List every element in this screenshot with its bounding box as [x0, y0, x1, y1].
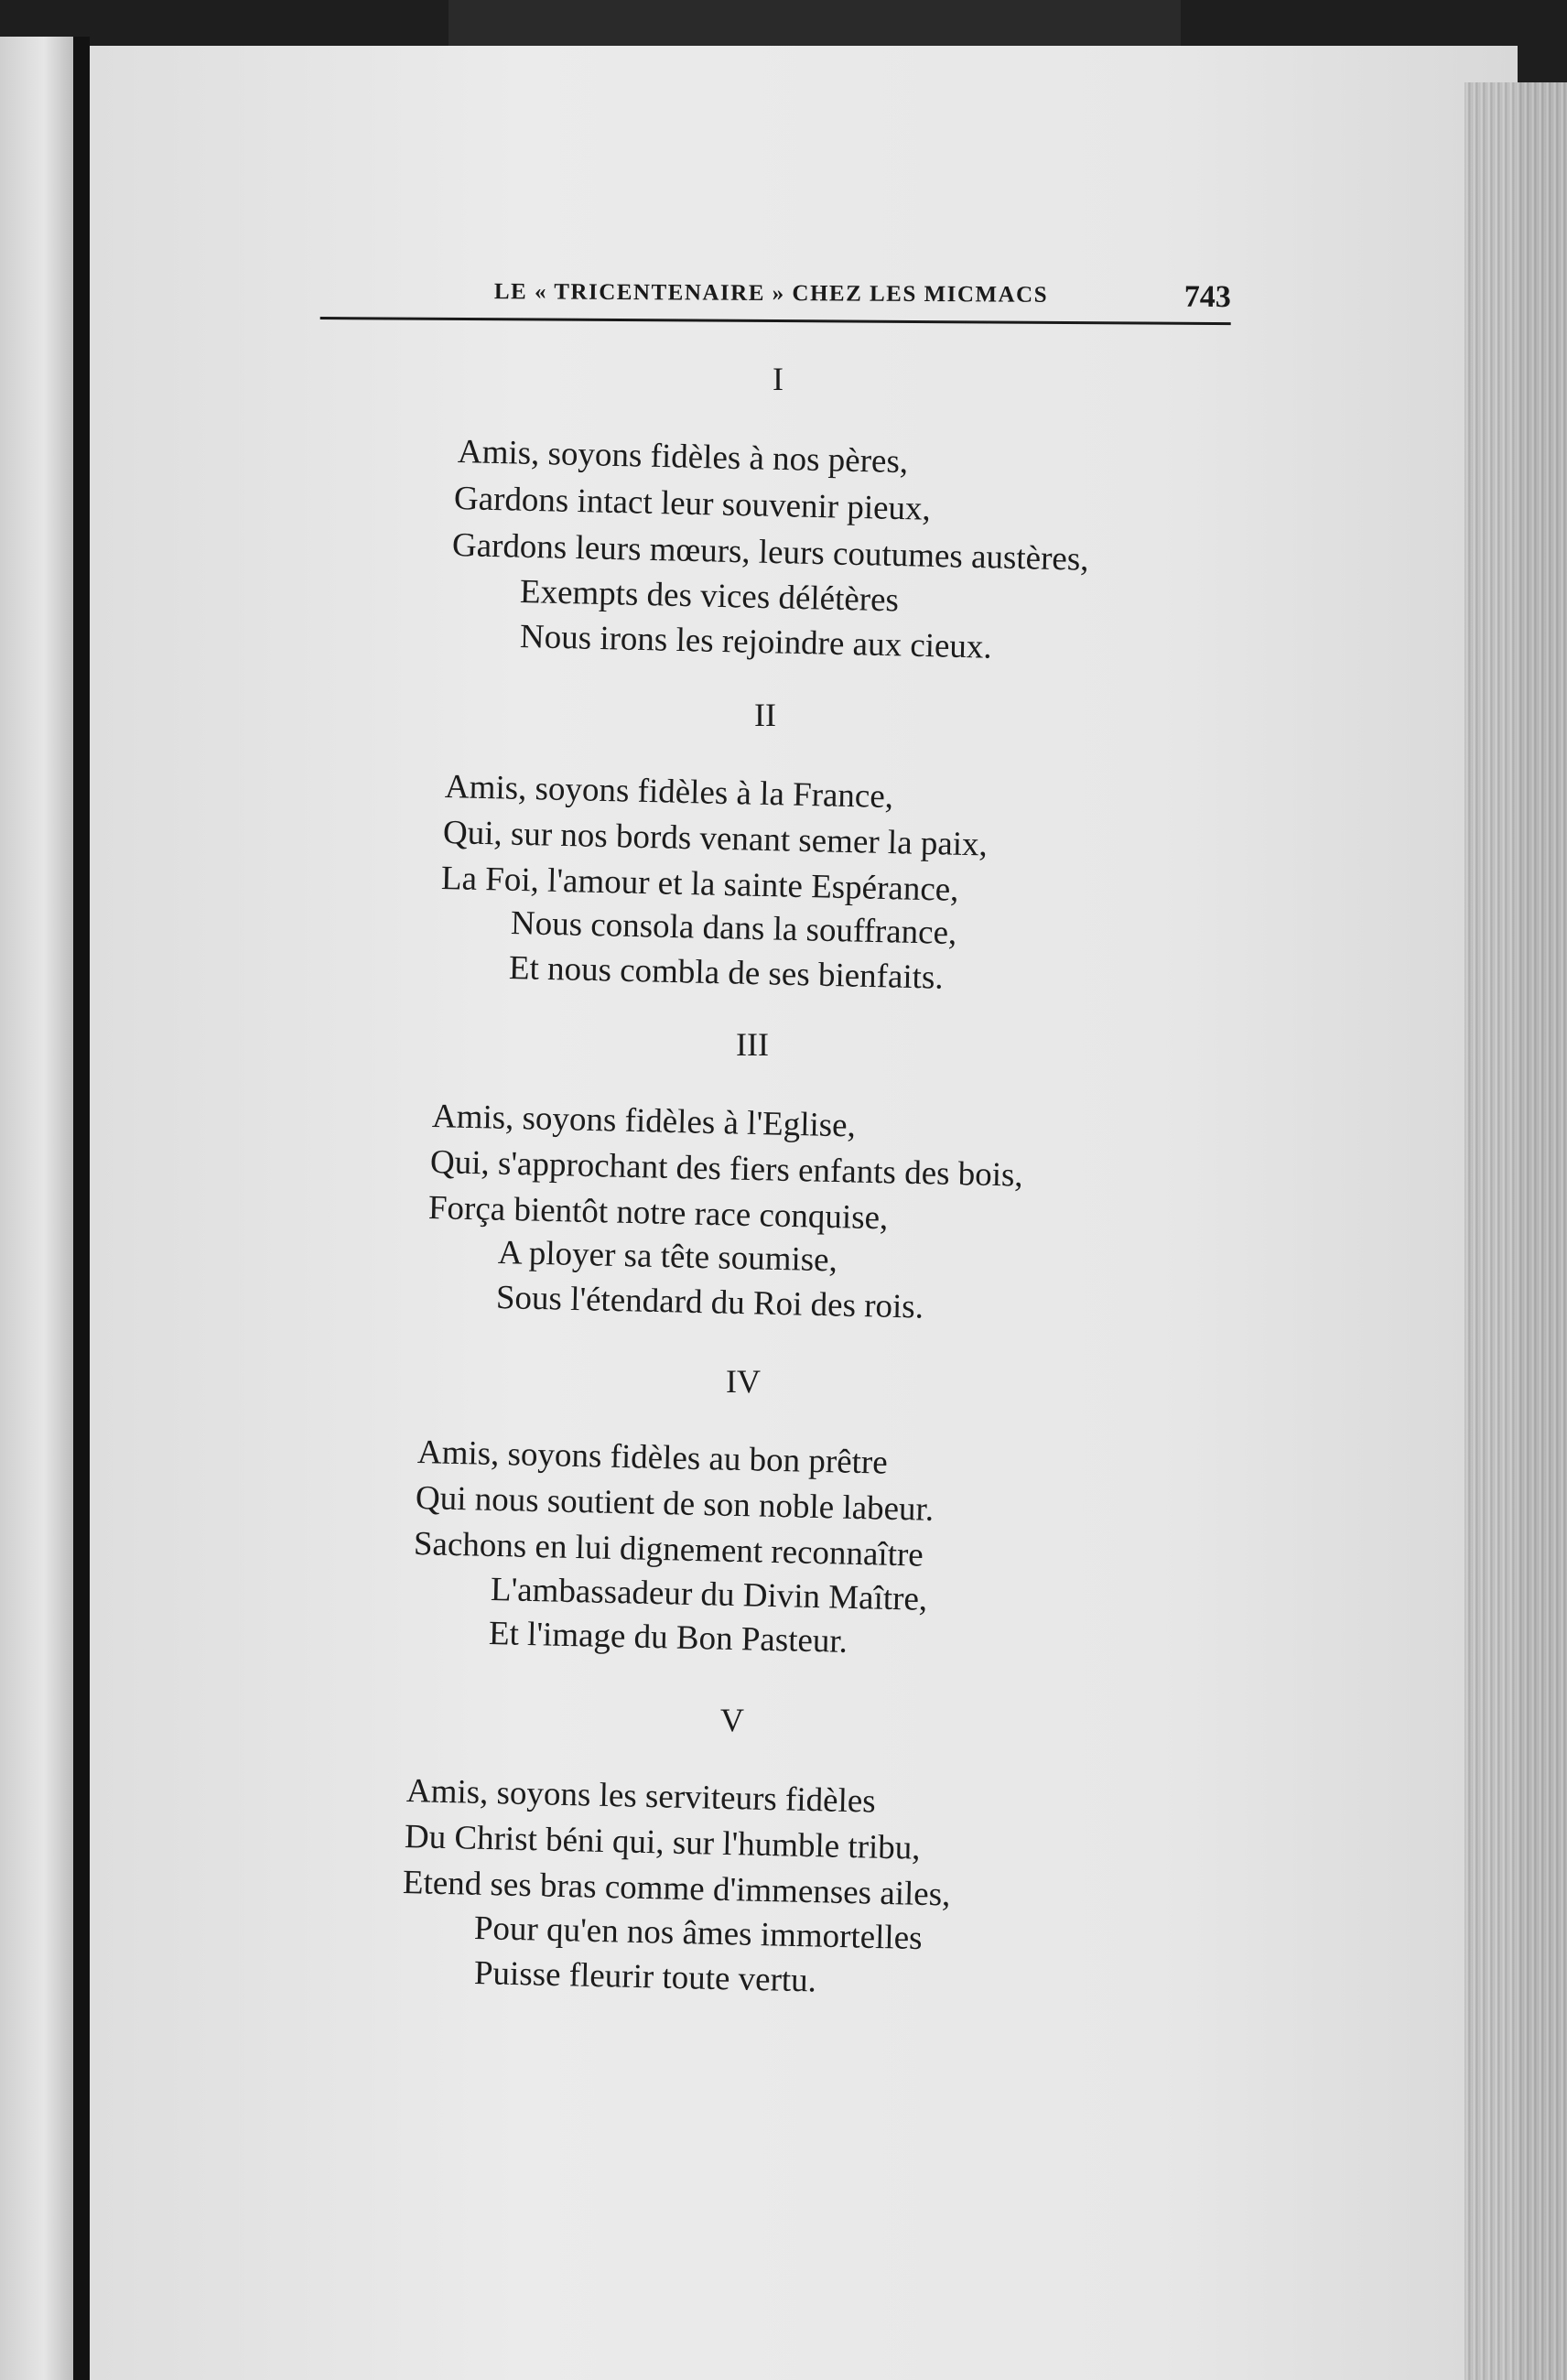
- verse-line: La Foi, l'amour et la sainte Espérance,: [440, 860, 959, 909]
- verse-line: L'ambassadeur du Divin Maître,: [490, 1571, 928, 1618]
- verse-line: Sous l'étendard du Roi des rois.: [495, 1279, 924, 1326]
- verse-line: A ployer sa tête soumise,: [497, 1234, 838, 1280]
- verse-line: Qui nous soutient de son noble labeur.: [415, 1479, 935, 1529]
- verse-line: Gardons intact leur souvenir pieux,: [453, 480, 932, 528]
- page-number: 743: [1183, 279, 1231, 315]
- stanza-numeral: V: [720, 1702, 744, 1738]
- stanza-numeral: II: [754, 697, 776, 733]
- verse-line: Et nous combla de ses bienfaits.: [508, 949, 945, 997]
- verse-line: Amis, soyons les serviteurs fidèles: [405, 1772, 877, 1821]
- verse-line: Et l'image du Bon Pasteur.: [488, 1615, 848, 1661]
- running-title: LE « TRICENTENAIRE » CHEZ LES MICMACS: [493, 279, 1049, 308]
- verse-line: Nous consola dans la souffrance,: [510, 904, 957, 953]
- verse-line: Gardons leurs mœurs, leurs coutumes austères,: [451, 526, 1089, 579]
- verse-line: Exempts des vices délétères: [519, 573, 900, 620]
- verse-line: Força bientôt notre race conquise,: [427, 1189, 889, 1238]
- verse-line: Amis, soyons fidèles au bon prêtre: [416, 1433, 889, 1482]
- verse-line: Etend ses bras comme d'immenses ailes,: [402, 1864, 951, 1914]
- verse-line: Puisse fleurir toute vertu.: [473, 1954, 817, 2000]
- verse-line: Amis, soyons fidèles à la France,: [444, 768, 894, 817]
- stanza-numeral: IV: [726, 1363, 761, 1400]
- stanza-numeral: I: [773, 361, 784, 397]
- verse-line: Qui, sur nos bords venant semer la paix,: [442, 814, 989, 864]
- verse-line: Sachons en lui dignement reconnaître: [413, 1525, 924, 1574]
- verse-line: Amis, soyons fidèles à nos pères,: [457, 433, 909, 481]
- verse-line: Pour qu'en nos âmes immortelles: [473, 1909, 923, 1958]
- verse-line: Amis, soyons fidèles à l'Eglise,: [431, 1098, 857, 1145]
- verse-line: Qui, s'approchant des fiers enfants des bois,: [429, 1143, 1024, 1195]
- verse-line: Du Christ béni qui, sur l'humble tribu,: [404, 1818, 922, 1867]
- verse-line: Nous irons les rejoindre aux cieux.: [519, 618, 993, 666]
- stanza-numeral: III: [736, 1026, 769, 1063]
